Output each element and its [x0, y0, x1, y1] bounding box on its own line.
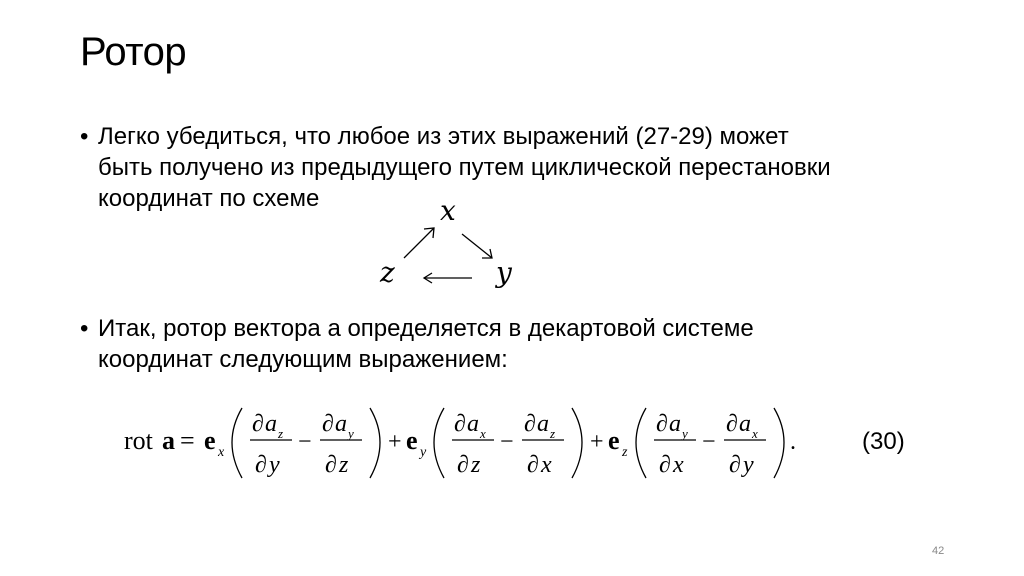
- numerator-subscript: y: [348, 426, 354, 441]
- unit-vector: e: [608, 426, 620, 455]
- partial-symbol: ∂: [252, 411, 264, 437]
- equals-sign: =: [180, 426, 195, 455]
- vector-a: a: [162, 426, 175, 455]
- partial-symbol: ∂: [255, 452, 267, 478]
- unit-vector-subscript: x: [218, 445, 225, 460]
- right-paren: [572, 408, 582, 478]
- minus-sign: −: [702, 429, 716, 455]
- unit-vector: e: [204, 426, 216, 455]
- unit-vector: e: [406, 426, 418, 455]
- partial-symbol: ∂: [659, 452, 671, 478]
- left-paren: [636, 408, 646, 478]
- partial-symbol: ∂: [729, 452, 741, 478]
- partial-symbol: ∂: [322, 411, 334, 437]
- partial-symbol: ∂: [527, 452, 539, 478]
- arrow-z-to-x: [404, 228, 434, 258]
- period: .: [790, 429, 796, 455]
- numerator-a: a: [739, 411, 751, 437]
- plus-sign: +: [590, 429, 604, 455]
- partial-symbol: ∂: [457, 452, 469, 478]
- diagram-label-y: y: [496, 256, 512, 289]
- diagram-label-x: x: [440, 194, 456, 227]
- denominator-variable: y: [743, 452, 754, 478]
- minus-sign: −: [500, 429, 514, 455]
- plus-sign: +: [388, 429, 402, 455]
- rot-operator: rot: [124, 426, 153, 455]
- unit-vector-subscript: y: [420, 445, 427, 460]
- numerator-a: a: [537, 411, 549, 437]
- left-paren: [434, 408, 444, 478]
- bullet-item: [80, 313, 960, 375]
- partial-symbol: ∂: [726, 411, 738, 437]
- numerator-a: a: [669, 411, 681, 437]
- cyclic-permutation-diagram: [372, 194, 532, 298]
- bullet-text-line: Легко убедиться, что любое из этих выражений (27-29) может: [98, 123, 789, 150]
- curl-formula-svg: [122, 398, 842, 488]
- denominator-variable: x: [541, 452, 552, 478]
- partial-symbol: ∂: [524, 411, 536, 437]
- curl-formula: [122, 398, 842, 488]
- bullet-text-line: координат следующим выражением:: [98, 346, 508, 373]
- bullet-marker: •: [80, 123, 89, 150]
- denominator-variable: z: [339, 452, 349, 478]
- numerator-subscript: z: [550, 426, 556, 441]
- bullet-text-line: координат по схеме: [98, 185, 320, 212]
- partial-symbol: ∂: [656, 411, 668, 437]
- page-number: 42: [932, 545, 945, 557]
- numerator-subscript: z: [278, 426, 284, 441]
- arrow-x-to-y: [462, 234, 492, 258]
- left-paren: [232, 408, 242, 478]
- numerator-subscript: x: [752, 426, 758, 441]
- slide-title: Ротор: [80, 30, 187, 74]
- equation-number: (30): [862, 428, 905, 455]
- unit-vector-subscript: z: [622, 445, 628, 460]
- bullet-text-line: Итак, ротор вектора а определяется в декартовой системе: [98, 315, 754, 342]
- numerator-a: a: [265, 411, 277, 437]
- denominator-variable: z: [471, 452, 481, 478]
- right-paren: [370, 408, 380, 478]
- numerator-a: a: [467, 411, 479, 437]
- bullet-marker: •: [80, 315, 89, 342]
- numerator-subscript: y: [682, 426, 688, 441]
- denominator-variable: y: [269, 452, 280, 478]
- diagram-arrows: [372, 198, 532, 298]
- right-paren: [774, 408, 784, 478]
- diagram-label-z: z: [380, 256, 395, 289]
- partial-symbol: ∂: [454, 411, 466, 437]
- bullet-text-line: быть получено из предыдущего путем циклической перестановки: [98, 154, 831, 181]
- partial-symbol: ∂: [325, 452, 337, 478]
- numerator-a: a: [335, 411, 347, 437]
- denominator-variable: x: [673, 452, 684, 478]
- numerator-subscript: x: [480, 426, 486, 441]
- minus-sign: −: [298, 429, 312, 455]
